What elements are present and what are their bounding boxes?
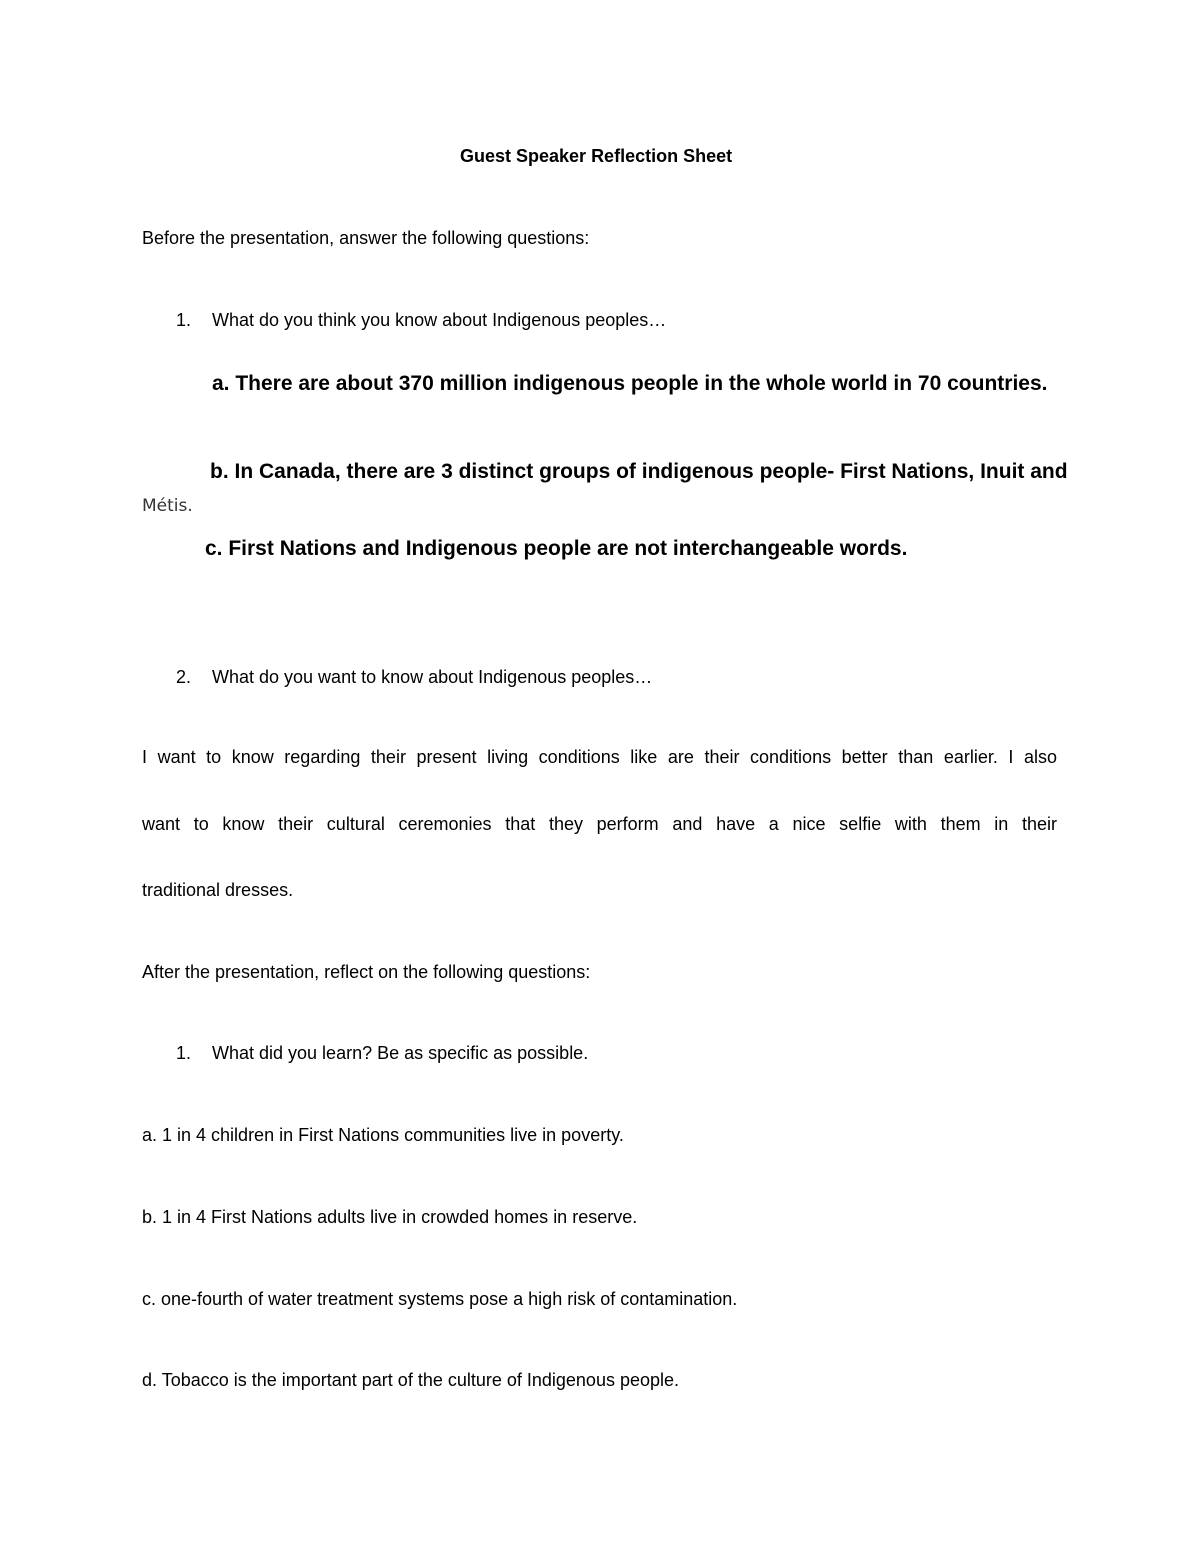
q2-answer-line-1: I want to know regarding their present living conditions like are their conditions better than earlier. I also <box>142 747 1057 767</box>
q1-number: 1. <box>176 310 192 330</box>
q2-answer-line-2: want to know their cultural ceremonies that they perform and have a nice selfie with them in their <box>142 814 1057 834</box>
q1-text: What do you think you know about Indigenous peoples… <box>212 310 667 330</box>
q2-number: 2. <box>176 667 192 687</box>
after-q1-text: What did you learn? Be as specific as possible. <box>212 1043 589 1063</box>
q1-answer-b-line1: b. In Canada, there are 3 distinct groups of indigenous people- First Nations, Inuit and <box>210 460 1068 483</box>
page-title: Guest Speaker Reflection Sheet <box>460 146 733 166</box>
after-q1-answer-c: c. one-fourth of water treatment systems pose a high risk of contamination. <box>142 1289 738 1309</box>
q2-text: What do you want to know about Indigenous peoples… <box>212 667 653 687</box>
after-q1-answer-d: d. Tobacco is the important part of the culture of Indigenous people. <box>142 1370 680 1390</box>
q1-answer-b-line2: Métis. <box>142 496 193 516</box>
after-q1-answer-a: a. 1 in 4 children in First Nations communities live in poverty. <box>142 1125 624 1145</box>
after-q1-answer-b: b. 1 in 4 First Nations adults live in crowded homes in reserve. <box>142 1207 638 1227</box>
after-intro: After the presentation, reflect on the following questions: <box>142 962 591 982</box>
q1-answer-a: a. There are about 370 million indigenous people in the whole world in 70 countries. <box>212 372 1048 395</box>
q2-answer-line-3: traditional dresses. <box>142 880 294 900</box>
before-intro: Before the presentation, answer the following questions: <box>142 228 590 248</box>
q1-answer-c: c. First Nations and Indigenous people are not interchangeable words. <box>205 537 908 560</box>
after-q1-number: 1. <box>176 1043 192 1063</box>
